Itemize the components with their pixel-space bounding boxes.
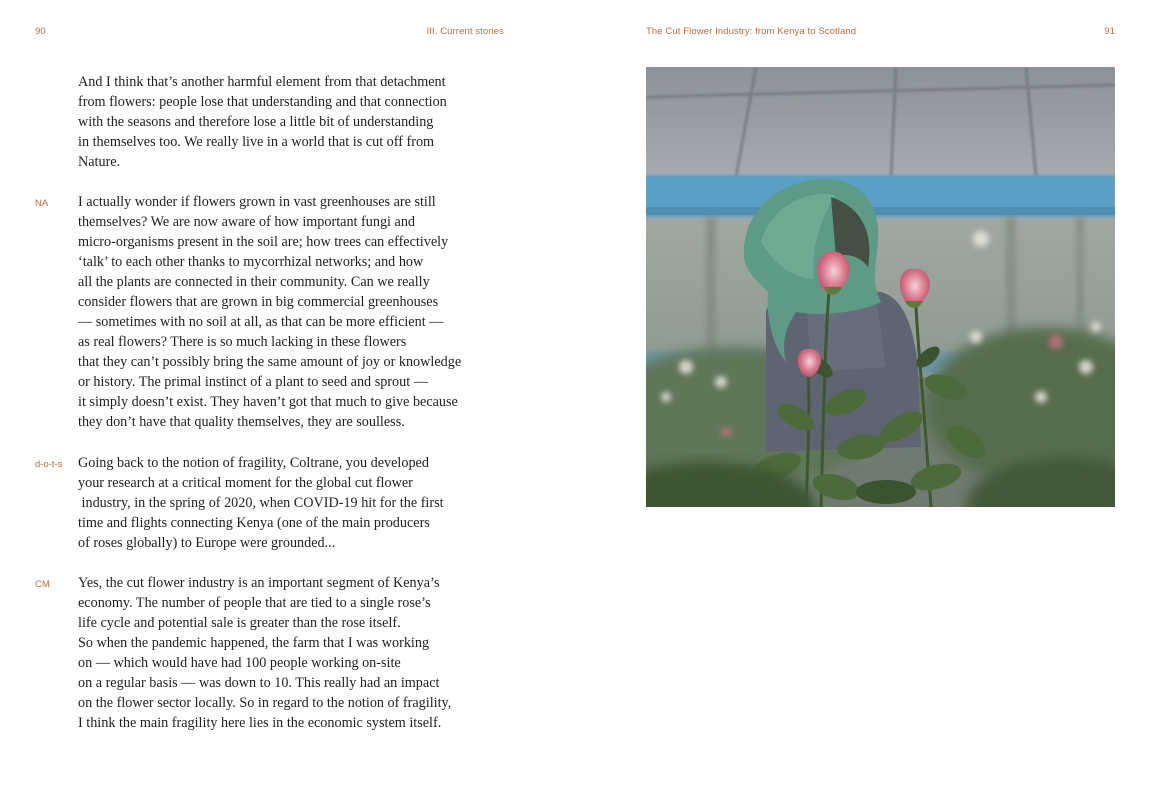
paragraph-dots bbox=[78, 453, 518, 553]
text-line: your research at a critical moment for the global cut flower bbox=[78, 475, 413, 491]
text-line: micro-organisms present in the soil are; how trees can effectively bbox=[78, 234, 449, 250]
section-title: III. Current stories bbox=[426, 26, 504, 37]
text-line: in themselves too. We really live in a world that is cut off from bbox=[78, 134, 435, 150]
text-line: with the seasons and therefore lose a little bit of understanding bbox=[78, 114, 434, 130]
speaker-label-na: NA bbox=[35, 198, 49, 209]
text-line: on — which would have had 100 people working on-site bbox=[78, 655, 401, 671]
text-line: that they can’t possibly bring the same amount of joy or knowledge bbox=[78, 354, 462, 370]
text-line: I think the main fragility here lies in the economic system itself. bbox=[78, 715, 442, 731]
paragraph-cm bbox=[78, 573, 518, 733]
text-line: of roses globally) to Europe were grounded... bbox=[78, 535, 336, 551]
text-line: ‘talk’ to each other thanks to mycorrhizal networks; and how bbox=[78, 254, 424, 270]
text-line: life cycle and potential sale is greater than the rose itself. bbox=[78, 615, 401, 631]
paragraph-intro bbox=[78, 72, 518, 172]
text-line: all the plants are connected in their community. Can we really bbox=[78, 274, 430, 290]
text-line: Yes, the cut flower industry is an important segment of Kenya’s bbox=[78, 575, 440, 591]
text-line: consider flowers that are grown in big commercial greenhouses bbox=[78, 294, 439, 310]
text-line: Nature. bbox=[78, 154, 121, 170]
greenhouse-rose-photo bbox=[646, 67, 1115, 507]
running-title: The Cut Flower Industry: from Kenya to Scotland bbox=[646, 26, 857, 37]
text-line: Going back to the notion of fragility, Coltrane, you developed bbox=[78, 455, 429, 471]
text-line: they don’t have that quality themselves, they are soulless. bbox=[78, 414, 405, 430]
text-line: I actually wonder if flowers grown in vast greenhouses are still bbox=[78, 194, 436, 210]
text-line: themselves? We are now aware of how important fungi and bbox=[78, 214, 416, 230]
text-line: time and flights connecting Kenya (one of the main producers bbox=[78, 515, 430, 531]
right-page-number: 91 bbox=[1104, 26, 1115, 37]
text-line: So when the pandemic happened, the farm that I was working bbox=[78, 635, 430, 651]
text-line: And I think that’s another harmful element from that detachment bbox=[78, 74, 446, 90]
text-line: from flowers: people lose that understanding and that connection bbox=[78, 94, 447, 110]
speaker-label-cm: CM bbox=[35, 579, 50, 590]
text-line: it simply doesn’t exist. They haven’t got that much to give because bbox=[78, 394, 458, 410]
text-line: — sometimes with no soil at all, as that can be more efficient — bbox=[78, 314, 444, 330]
left-page-number: 90 bbox=[35, 26, 46, 37]
text-line: on a regular basis — was down to 10. This really had an impact bbox=[78, 675, 440, 691]
text-line: industry, in the spring of 2020, when COVID-19 hit for the first bbox=[78, 495, 444, 511]
text-line: economy. The number of people that are tied to a single rose’s bbox=[78, 595, 431, 611]
paragraph-na bbox=[78, 192, 518, 432]
text-line: as real flowers? There is so much lacking in these flowers bbox=[78, 334, 407, 350]
speaker-label-dots: d-o-t-s bbox=[35, 459, 63, 470]
text-line: or history. The primal instinct of a plant to seed and sprout — bbox=[78, 374, 428, 390]
text-line: on the flower sector locally. So in regard to the notion of fragility, bbox=[78, 695, 452, 711]
